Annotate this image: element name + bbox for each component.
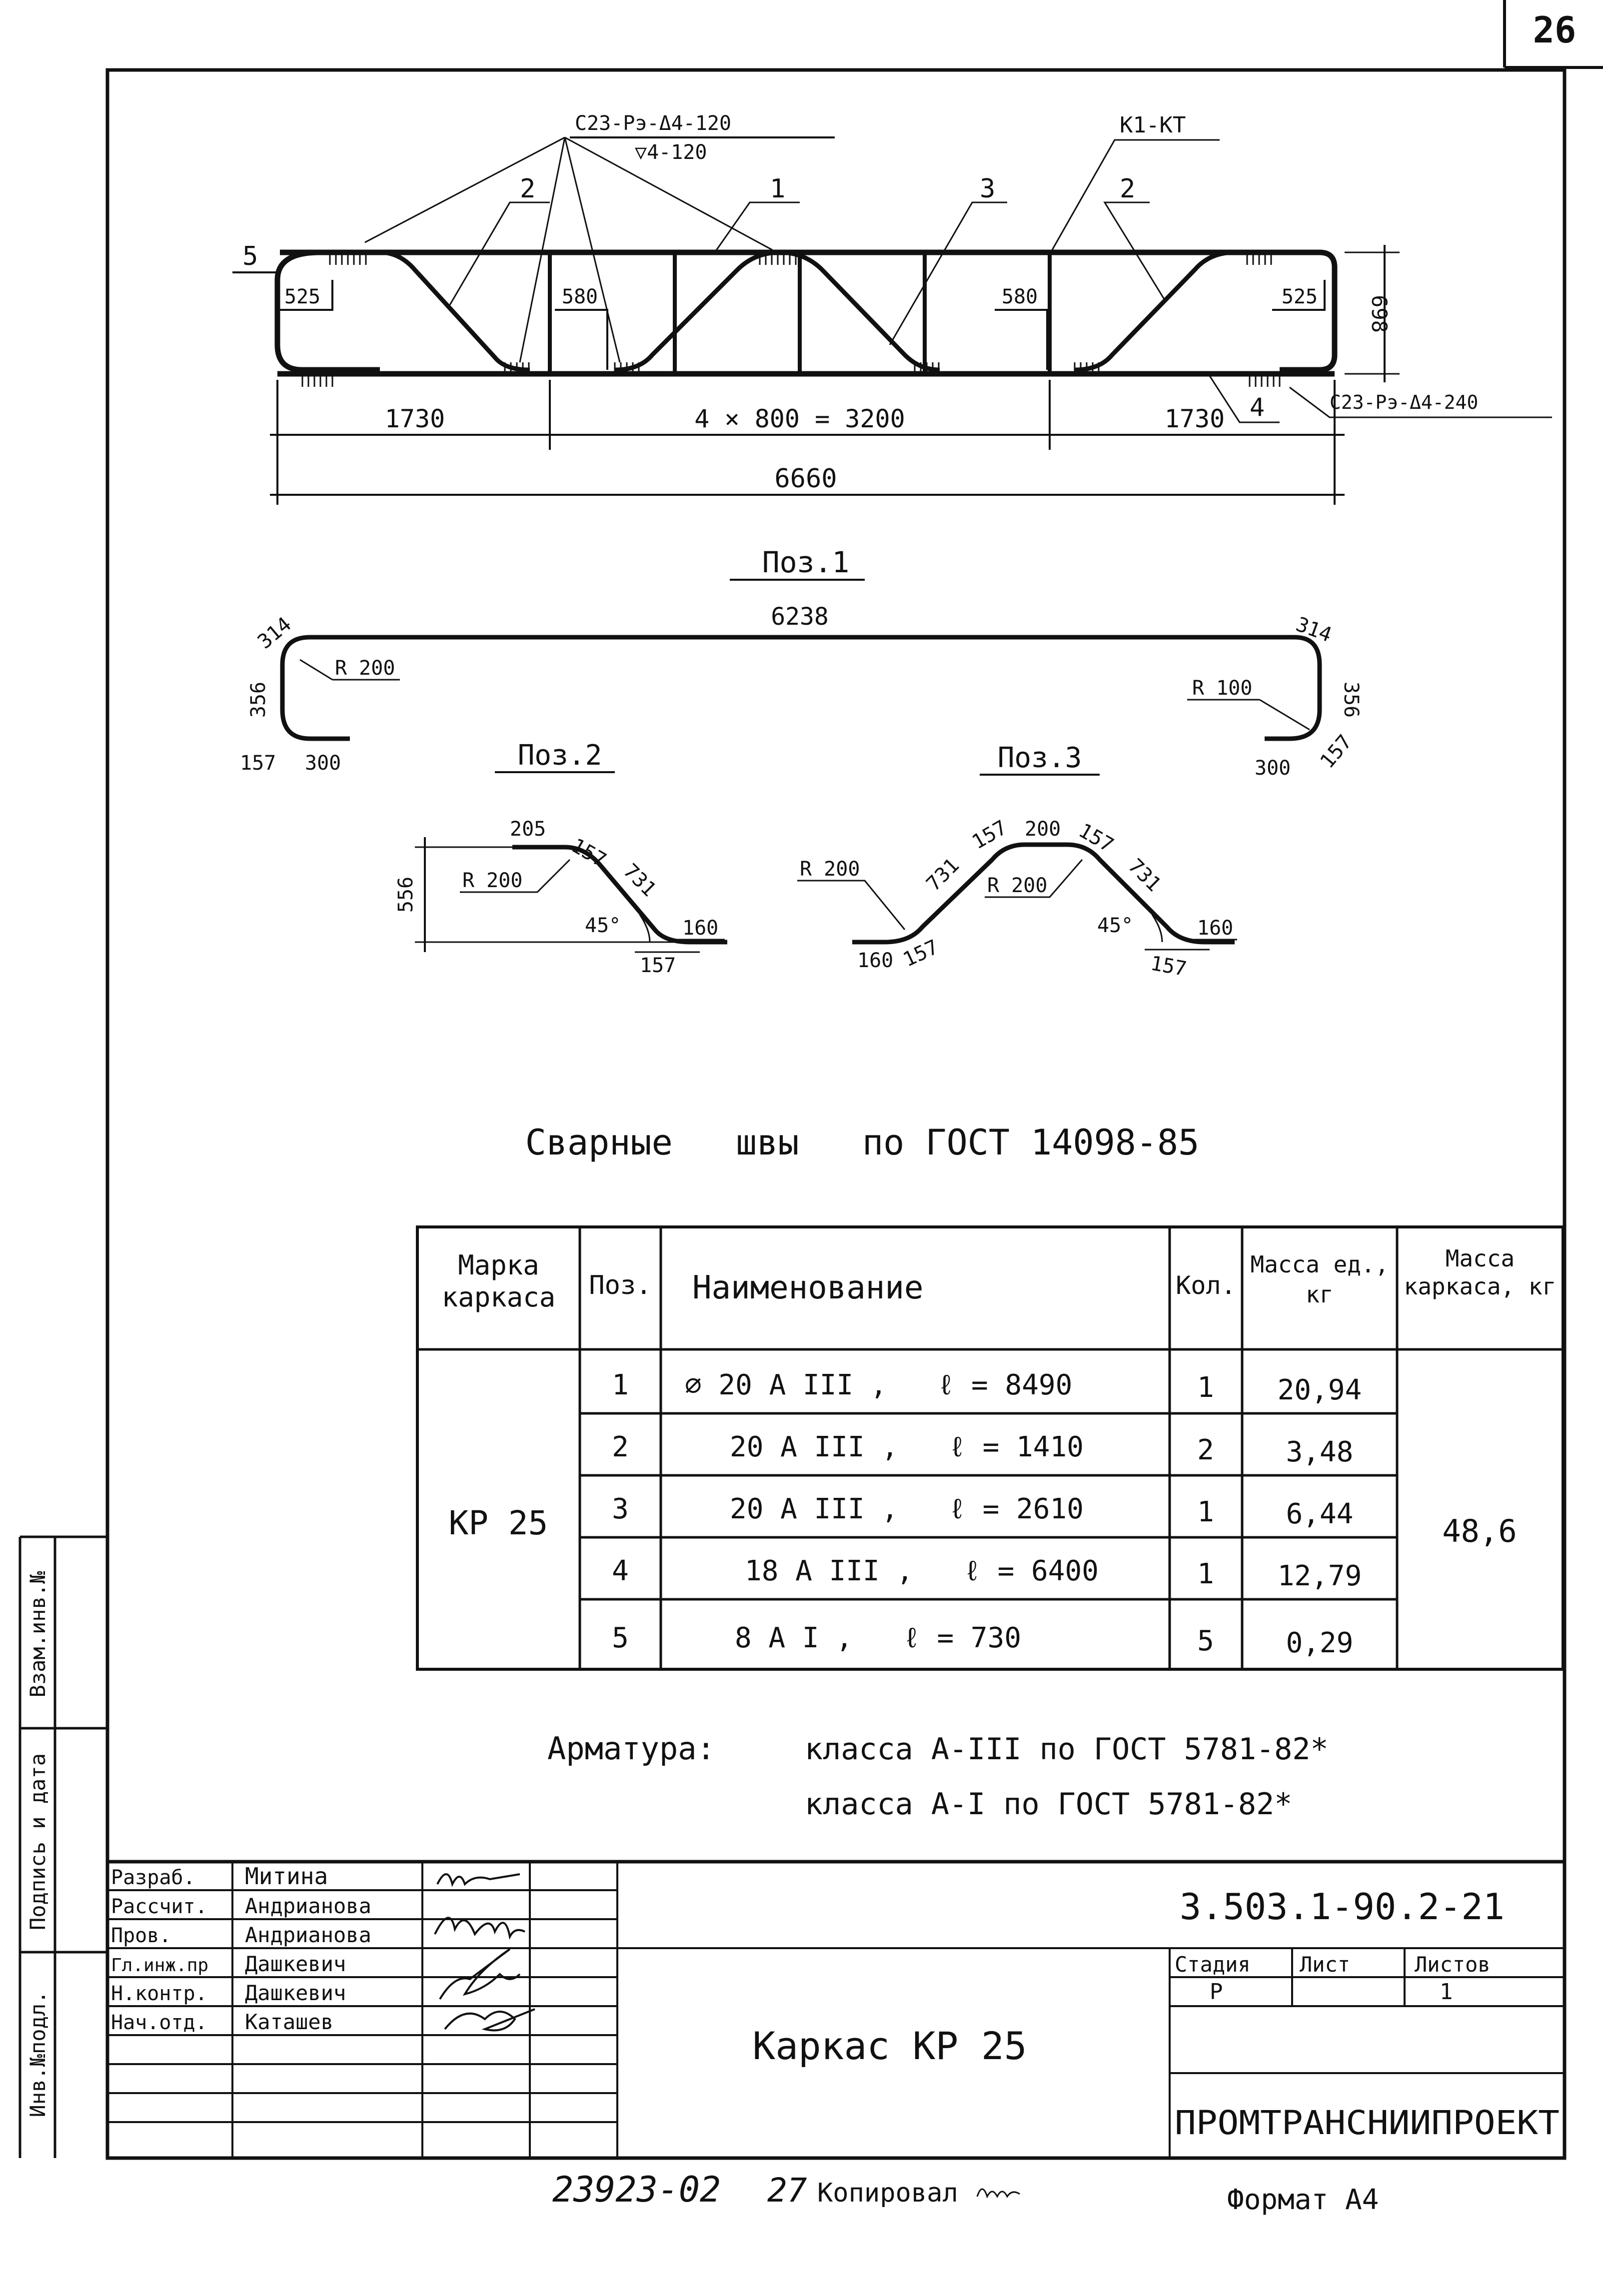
pos2-dim-160: 160 [682,917,719,940]
spec-table [417,1227,1563,1669]
weld-callout-top-2: ▽4-120 [635,141,707,164]
role-developer: Разраб. [111,1866,195,1889]
footer-number: 23923-02 [552,2169,721,2210]
name-chief-engineer: Дашкевич [245,1952,346,1976]
pos1-left-leg: 300 [305,752,341,775]
pos1-drawing [240,545,1363,780]
page-number-box [1505,0,1603,67]
header-frame-mark: Марка каркаса [441,1249,556,1313]
document-code: 3.503.1-90.2-21 [1179,1886,1505,1928]
header-unit-mass: Масса ед., кг [1250,1251,1389,1308]
table-row [612,1369,1362,1406]
pos2-drawing [394,739,727,977]
armature-label: Арматура: [547,1730,715,1767]
row-mass: 6,44 [1286,1498,1354,1530]
pos2-title: Поз.2 [517,739,602,772]
dim-580-left: 580 [561,285,598,308]
footer [552,2169,1379,2216]
pos3-dim-157b: 157 [1075,819,1118,857]
pos3-dim-160r: 160 [1197,917,1234,940]
document-title: Каркас КР 25 [752,2024,1027,2068]
weld-callout-bottom: С23-Рэ-Δ4-240 [1330,391,1479,413]
name-norm-control: Дашкевич [245,1981,346,2005]
table-row [612,1555,1362,1592]
frame-mark-value: КР 25 [448,1504,548,1542]
main-frame-drawing [232,112,1552,505]
header-position: Поз. [589,1270,652,1300]
sheets-value: 1 [1440,1979,1453,2005]
dim-height-698: 698 [1367,295,1392,333]
dim-525-left: 525 [284,285,321,308]
row-position: 4 [612,1555,629,1587]
frame-total-mass: 48,6 [1442,1513,1517,1549]
pos1-left-top: 314 [253,612,296,654]
dim-1730-left: 1730 [384,404,445,433]
pos1-length: 6238 [771,603,829,631]
row-position: 1 [612,1369,629,1401]
header-quantity: Кол. [1176,1271,1236,1300]
pos1-right-leg: 300 [1255,757,1291,780]
armature-line-2: класса А-I по ГОСТ 5781-82* [805,1787,1293,1822]
pos3-dim-157a: 157 [968,816,1011,854]
page-number: 26 [1533,9,1577,51]
left-loop-pos1 [277,252,380,370]
row-position: 3 [612,1493,629,1525]
pos1-bar [282,637,1320,739]
bent-bar-middle-pos3 [615,252,940,370]
pos2-dim-205: 205 [510,818,546,841]
weld-callout-top: С23-Рэ-Δ4-120 [575,112,732,135]
row-quantity: 1 [1197,1496,1214,1528]
dim-4x800: 4 × 800 = 3200 [694,404,905,433]
pos3-radius-mid: R 200 [987,874,1048,897]
pos3-dim-160l: 160 [857,949,894,972]
stage-label: Стадия [1175,1952,1251,1977]
name-developer: Митина [245,1863,328,1890]
pos2-radius: R 200 [462,869,523,892]
stage-value: Р [1210,1979,1223,2005]
pos2-dim-157b: 157 [640,954,676,977]
role-checker: Пров. [111,1924,171,1947]
role-calculator: Рассчит. [111,1895,207,1918]
row-position: 2 [612,1431,629,1463]
pos3-dim-200: 200 [1025,818,1061,841]
pos2-height: 556 [394,876,417,913]
row-position: 5 [612,1622,629,1654]
welds-note: Сварные швы по ГОСТ 14098-85 [525,1122,1200,1163]
row-mass: 3,48 [1286,1436,1354,1468]
pos2-dim-731: 731 [618,859,661,902]
pos3-angle: 45° [1097,914,1134,937]
armature-note [547,1730,1329,1822]
row-name: 8 A I , ℓ = 730 [735,1622,1022,1654]
label-pos-2-right: 2 [1120,174,1136,204]
pos1-right-side: 356 [1340,681,1363,718]
left-margin-strip [20,1537,107,2158]
name-dept-head: Каташев [245,2010,334,2034]
role-dept-head: Нач.отд. [111,2011,207,2034]
label-pos-5: 5 [242,241,258,271]
armature-line-1: класса А-III по ГОСТ 5781-82* [805,1732,1329,1767]
row-name: ⌀ 20 A III , ℓ = 8490 [685,1369,1073,1401]
weld-callout-k1kt: К1-КТ [1120,112,1186,138]
bent-bar-right-pos2 [1075,252,1280,370]
pos1-left-radius: R 200 [335,657,395,680]
pos1-left-side: 356 [247,681,270,718]
bent-bar-left-pos2 [330,252,530,370]
pos2-dim-157a: 157 [567,834,610,872]
margin-label-replaces: Взам.инв.№ [25,1571,50,1698]
organization-name: ПРОМТРАНСНИИПРОЕКТ [1175,2104,1560,2142]
row-quantity: 2 [1197,1434,1214,1466]
pos3-drawing [797,742,1237,981]
label-pos-3: 3 [980,174,996,204]
dim-525-right: 525 [1281,285,1318,308]
top-rebar-pos1 [280,252,1335,370]
footer-page: 27 [767,2171,807,2210]
dim-1730-right: 1730 [1164,404,1225,433]
dim-580-right: 580 [1001,285,1038,308]
pos1-title: Поз.1 [762,545,850,579]
row-quantity: 1 [1197,1558,1214,1590]
dim-total-6660: 6660 [774,464,837,494]
label-pos-1: 1 [770,174,786,204]
pos1-left-corner: 157 [240,752,276,775]
footer-format: Формат А4 [1227,2184,1379,2216]
row-name: 18 A III , ℓ = 6400 [745,1555,1099,1587]
sheets-label: Листов [1415,1952,1491,1977]
row-name: 20 A III , ℓ = 1410 [730,1431,1084,1463]
title-block [107,1862,1565,2158]
row-quantity: 5 [1197,1625,1214,1657]
pos2-angle: 45° [585,914,621,937]
pos3-dim-157l: 157 [899,935,942,972]
margin-label-inventory: Инв.№подл. [25,1991,50,2118]
name-checker: Андрианова [245,1923,371,1947]
header-frame-mass: Масса каркаса, кг [1404,1245,1557,1300]
pos3-dim-731a: 731 [922,854,964,896]
row-mass: 20,94 [1277,1374,1362,1406]
label-pos-4: 4 [1250,393,1265,422]
pos3-title: Поз.3 [997,742,1082,774]
margin-label-signature: Подпись и дата [25,1753,50,1931]
pos1-right-radius: R 100 [1192,677,1253,700]
row-quantity: 1 [1197,1371,1214,1404]
pos1-right-corner: 157 [1316,730,1357,773]
sheet-label: Лист [1300,1952,1351,1977]
row-mass: 12,79 [1277,1560,1362,1592]
copier-signature [977,2189,1020,2197]
pos3-radius-left: R 200 [800,858,860,881]
footer-copied: Копировал [817,2178,958,2208]
row-name: 20 A III , ℓ = 2610 [730,1493,1084,1525]
label-pos-2-left: 2 [520,174,536,204]
role-norm-control: Н.контр. [111,1982,207,2005]
role-chief-engineer: Гл.инж.пр [111,1955,209,1976]
row-mass: 0,29 [1286,1627,1354,1659]
header-name: Наименование [692,1269,924,1306]
pos1-right-top: 314 [1293,613,1335,647]
pos3-dim-731b: 731 [1123,854,1166,897]
pos3-dim-157r: 157 [1149,952,1189,981]
name-calculator: Андрианова [245,1894,371,1918]
